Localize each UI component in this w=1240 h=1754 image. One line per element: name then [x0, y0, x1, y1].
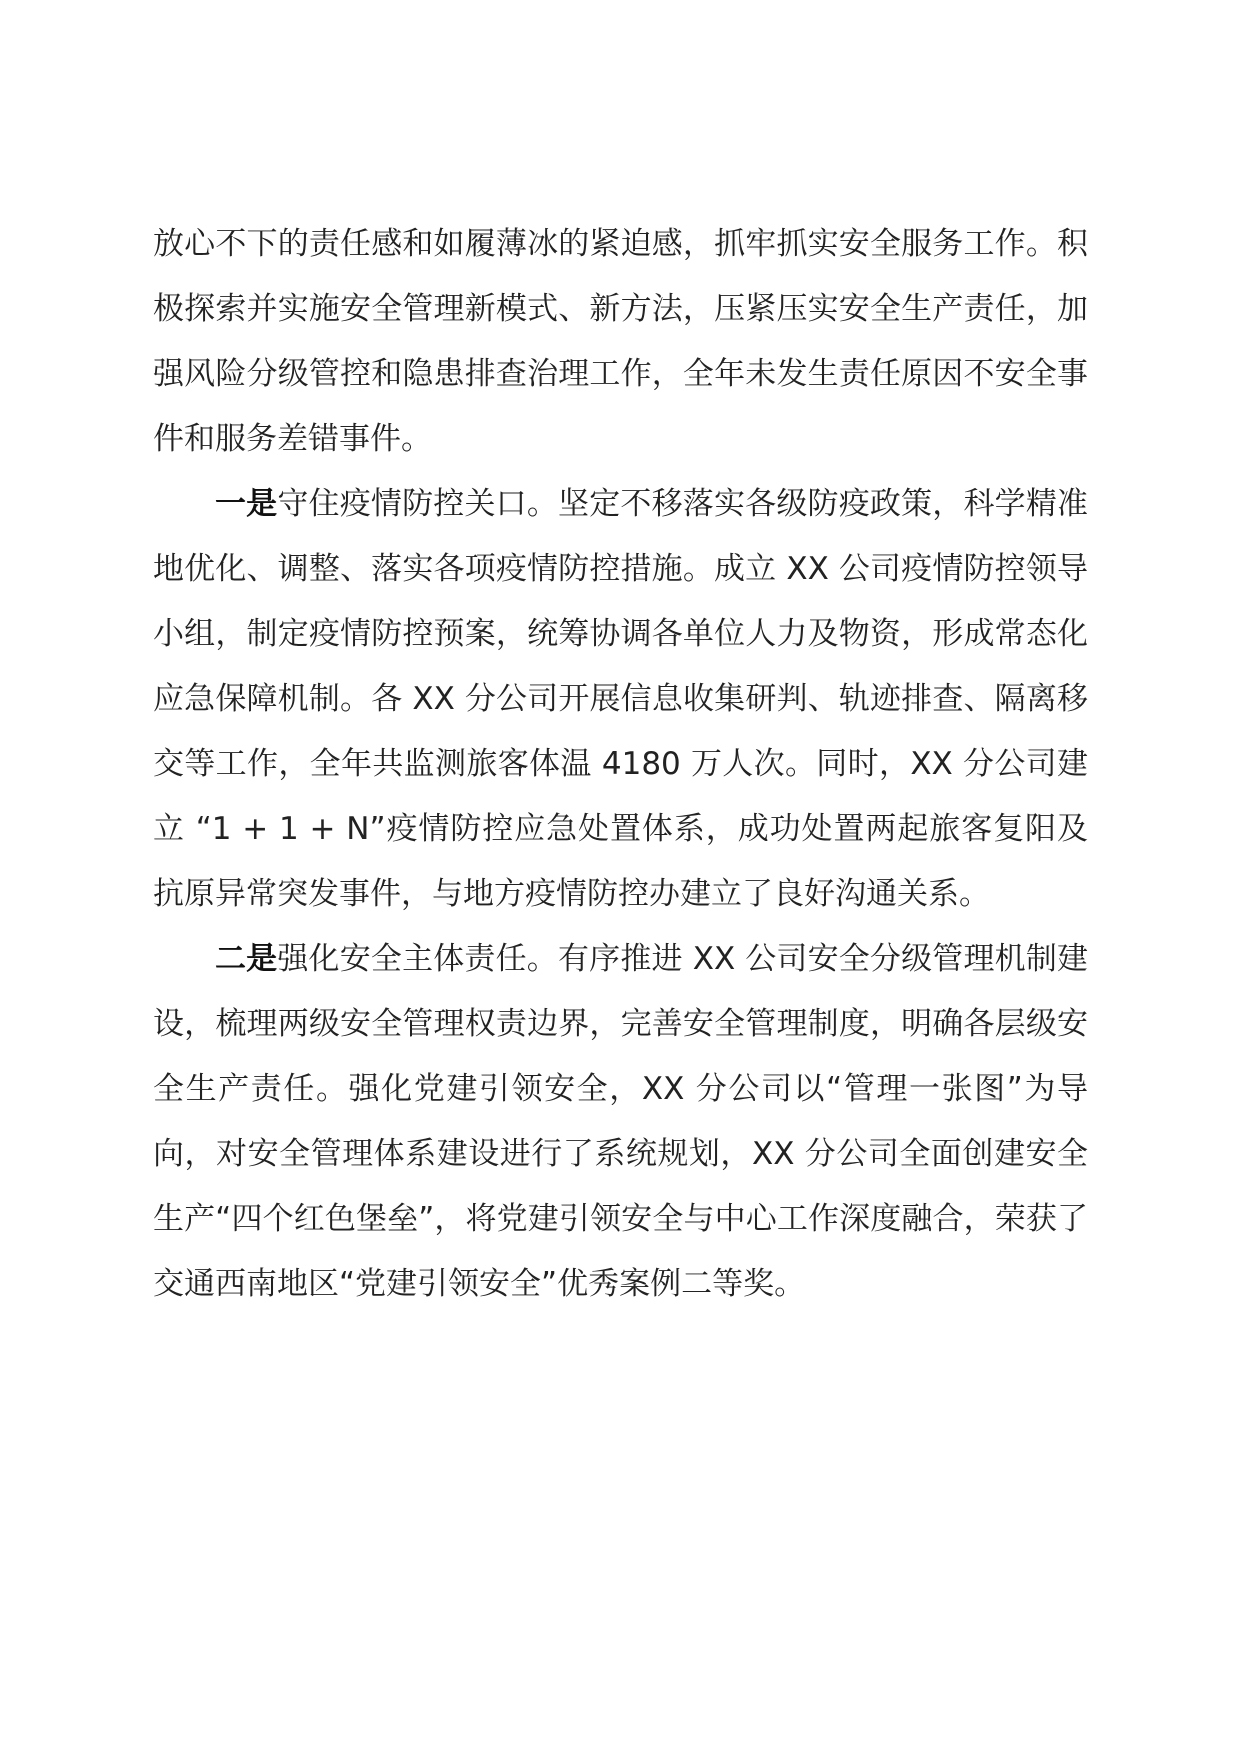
paragraph-point-one-lead: 一是 [215, 486, 278, 522]
paragraph-intro-text: 放心不下的责任感和如履薄冰的紧迫感，抓牢抓实安全服务工作。积极探索并实施安全管理新模式、新方法，压紧压实安全生产责任，加强风险分级管控和隐患排查治理工作，全年未发生责任原因不安全事件和服务差错事件。 [153, 226, 1088, 457]
paragraph-point-two [153, 927, 1088, 1317]
paragraph-point-two-lead: 二是 [215, 941, 278, 977]
paragraph-point-one-text: 守住疫情防控关口。坚定不移落实各级防疫政策，科学精准地优化、调整、落实各项疫情防控措施。成立 XX 公司疫情防控领导小组，制定疫情防控预案，统筹协调各单位人力及物资，形成常态化应急保障机制。各 XX 分公司开展信息收集研判、轨迹排查、隔离移交等工作，全年共监测旅客体温 4180 万人次。同时，XX 分公司建立 “1 + 1 + N”疫情防控应急处置体系，成功处置两起旅客复阳及抗原异常突发事件，与地方疫情防控办建立了良好沟通关系。 [153, 486, 1089, 912]
paragraph-intro [153, 212, 1088, 472]
paragraph-point-two-text: 强化安全主体责任。有序推进 XX 公司安全分级管理机制建设，梳理两级安全管理权责边界，完善安全管理制度，明确各层级安全生产责任。强化党建引领安全，XX 分公司以“管理一张图”为导向，对安全管理体系建设进行了系统规划，XX 分公司全面创建安全生产“四个红色堡垒”，将党建引领安全与中心工作深度融合，荣获了交通西南地区“党建引领安全”优秀案例二等奖。 [153, 941, 1088, 1302]
paragraph-point-one [153, 472, 1088, 927]
document-body [153, 212, 1088, 1317]
